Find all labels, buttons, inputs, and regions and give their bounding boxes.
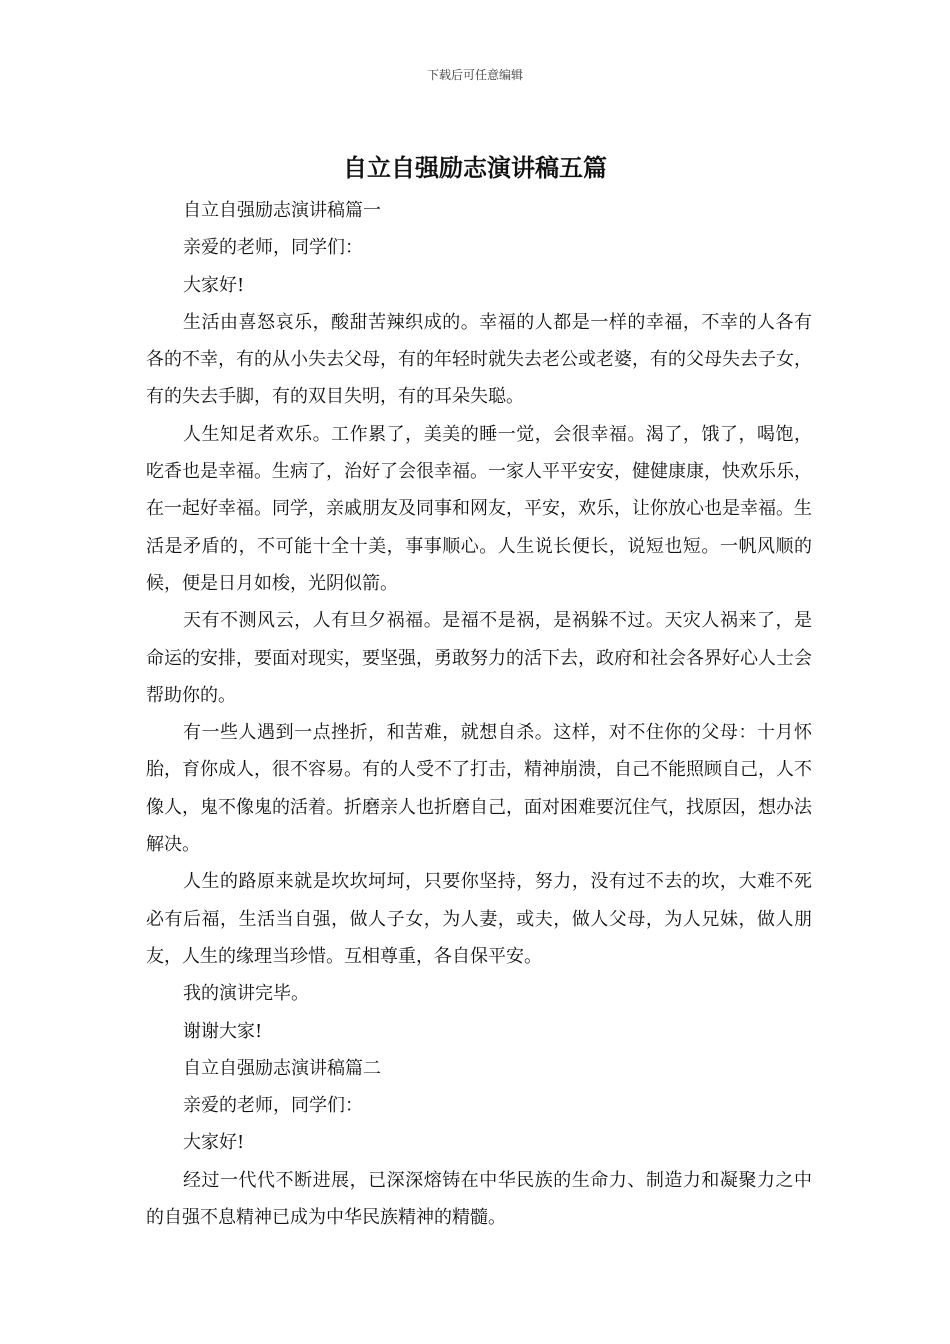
closing-thanks: 谢谢大家! <box>183 1020 263 1042</box>
salutation: 亲爱的老师，同学们： <box>183 1095 363 1117</box>
document-body <box>146 192 812 1236</box>
salutation: 亲爱的老师，同学们： <box>183 237 363 259</box>
paragraph: 经过一代代不断进展，已深深熔铸在中华民族的生命力、制造力和凝聚力之中的自强不息精神已成为中华民族精神的精髓。 <box>146 1169 812 1229</box>
document-title: 自立自强励志演讲稿五篇 <box>343 154 607 182</box>
paragraph: 有一些人遇到一点挫折，和苦难，就想自杀。这样，对不住你的父母：十月怀胎，育你成人，很不容易。有的人受不了打击，精神崩溃，自己不能照顾自己，人不像人，鬼不像鬼的活着。折磨亲人也折磨自己，面对困难要沉住气，找原因，想办法解决。 <box>146 722 812 856</box>
greeting: 大家好! <box>183 274 245 296</box>
section-heading: 自立自强励志演讲稿篇一 <box>183 200 381 221</box>
paragraph: 天有不测风云，人有旦夕祸福。是福不是祸，是祸躲不过。天灾人祸来了，是命运的安排，要面对现实，要坚强，勇敢努力的活下去，政府和社会各界好心人士会帮助你的。 <box>146 610 812 706</box>
greeting: 大家好! <box>183 1132 245 1154</box>
closing-line: 我的演讲完毕。 <box>183 983 309 1005</box>
paragraph: 生活由喜怒哀乐，酸甜苦辣织成的。幸福的人都是一样的幸福，不幸的人各有各的不幸，有的从小失去父母，有的年轻时就失去老公或老婆，有的父母失去子女，有的失去手脚，有的双目失明，有的耳朵失聪。 <box>146 311 812 408</box>
section-heading: 自立自强励志演讲稿篇二 <box>183 1057 381 1079</box>
paragraph: 人生的路原来就是坎坎坷坷，只要你坚持，努力，没有过不去的坎，大难不死必有后福，生活当自强，做人子女，为人妻，或夫，做人父母，为人兄妹，做人朋友，人生的缘理当珍惜。互相尊重，各自保平安。 <box>146 871 812 967</box>
header-note: 下载后可任意编辑 <box>426 68 523 82</box>
paragraph: 人生知足者欢乐。工作累了，美美的睡一觉，会很幸福。渴了，饿了，喝饱，吃香也是幸福。生病了，治好了会很幸福。一家人平平安安，健健康康，快欢乐乐，在一起好幸福。同学，亲戚朋友及同事和网友，平安，欢乐，让你放心也是幸福。生活是矛盾的，不可能十全十美，事事顺心。人生说长便长，说短也短。一帆风顺的候，便是日月如梭，光阴似箭。 <box>146 423 812 594</box>
